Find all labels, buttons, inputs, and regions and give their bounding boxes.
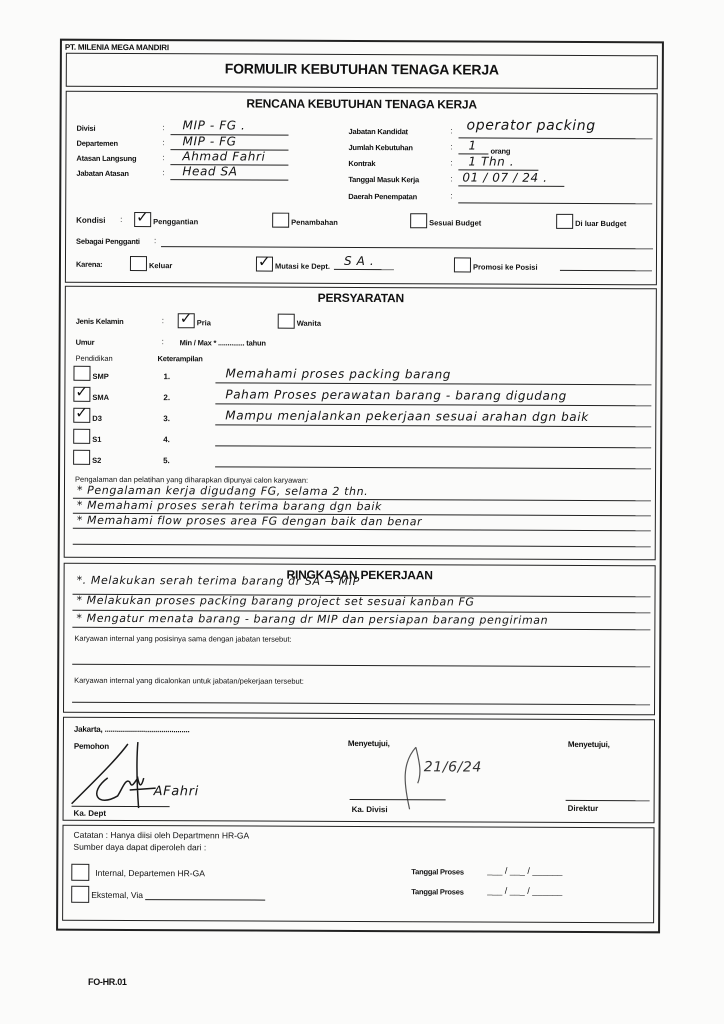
tanggal-proses-label: Tanggal Proses (411, 887, 464, 897)
pengalaman-line (73, 528, 651, 532)
jumlah-kebutuhan-field[interactable]: 1 (468, 138, 477, 153)
penambahan-checkbox[interactable] (272, 213, 289, 228)
di-luar-budget-checkbox[interactable] (556, 214, 573, 229)
promosi-line[interactable] (560, 270, 652, 271)
sumber-text: Sumber daya dapat diperoleh dari : (73, 841, 207, 853)
sma-checkbox[interactable] (73, 382, 90, 402)
internal-candidate-label: Karyawan internal yang dicalonkan untuk jabatan/pekerjaan tersebut: (74, 675, 304, 686)
departemen-label: Departemen (76, 138, 118, 148)
pendidikan-label: Pendidikan (75, 353, 113, 363)
s1-label: S1 (92, 434, 102, 444)
jabatan-atasan-field[interactable]: Head SA (182, 164, 238, 179)
sebagai-pengganti-line[interactable] (161, 246, 653, 249)
persyaratan-heading: PERSYARATAN (317, 290, 404, 306)
pria-label: Pria (196, 318, 211, 328)
check-icon: ✓ (75, 382, 89, 401)
skill-number: 5. (163, 456, 170, 466)
persyaratan-section (64, 286, 657, 561)
colon: : (450, 142, 453, 152)
skill-line (215, 403, 651, 406)
eksternal-via-line[interactable] (145, 899, 265, 901)
mutasi-field[interactable]: S A . (343, 253, 375, 269)
tanggal-masuk-field[interactable]: 01 / 07 / 24 . (462, 170, 548, 185)
keluar-checkbox[interactable] (130, 256, 147, 271)
catatan-text: Catatan : Hanya diisi oleh Departmenn HR-GA (73, 829, 250, 841)
colon: : (450, 126, 453, 136)
umur-range[interactable]: Min / Max * .............. tahun (179, 338, 266, 348)
s2-label: S2 (92, 455, 102, 465)
colon: : (450, 174, 453, 184)
title-box (66, 53, 658, 90)
s2-checkbox[interactable] (73, 450, 90, 465)
internal-checkbox[interactable] (71, 864, 89, 881)
sma-label: SMA (92, 392, 110, 402)
eksternal-checkbox[interactable] (71, 886, 89, 903)
internal-candidate-line[interactable] (72, 702, 650, 706)
colon: : (162, 168, 165, 178)
tanggal-proses-2[interactable]: ___ / ___ / ______ (487, 885, 563, 896)
tanggal-masuk-line (458, 185, 564, 186)
penggantian-label: Penggantian (153, 217, 199, 227)
divisi-signature (398, 743, 428, 815)
rencana-heading: RENCANA KEBUTUHAN TENAGA KERJA (246, 96, 477, 112)
ka-divisi-line (350, 799, 446, 800)
pengalaman-2[interactable]: * Memahami proses serah terima barang dgn baik (76, 498, 383, 514)
colon: : (120, 214, 123, 224)
internal-label: Internal, Departemen HR-GA (95, 867, 205, 879)
mutasi-checkbox[interactable] (256, 252, 273, 272)
ka-divisi-label: Ka. Divisi (351, 804, 388, 815)
divisi-sign-date: 21/6/24 (423, 759, 482, 776)
skill-line[interactable] (215, 445, 651, 448)
company-name: PT. MILENIA MEGA MANDIRI (64, 42, 169, 53)
tanggal-masuk-label: Tanggal Masuk Kerja (348, 174, 420, 185)
direktur-line (566, 800, 650, 801)
colon: : (450, 191, 453, 201)
mutasi-line (334, 269, 394, 270)
check-icon: ✓ (75, 403, 88, 422)
divisi-label: Divisi (76, 123, 96, 133)
jumlah-kebutuhan-label: Jumlah Kebutuhan (348, 142, 413, 153)
skill-number: 1. (163, 372, 171, 382)
karena-label: Karena: (75, 259, 103, 269)
di-luar-budget-label: Di luar Budget (575, 218, 627, 229)
skill-line (215, 382, 651, 385)
sesuai-budget-label: Sesuai Budget (429, 218, 482, 228)
approval-section (63, 717, 655, 824)
atasan-langsung-field[interactable]: Ahmad Fahri (182, 149, 266, 164)
divisi-field[interactable]: MIP - FG . (182, 118, 246, 133)
smp-label: SMP (92, 371, 109, 381)
skill-number: 3. (163, 414, 170, 424)
menyetujui-1: Menyetujui, (347, 738, 390, 749)
ringkasan-3[interactable]: * Mengatur menata barang - barang dr MIP dan persiapan barang pengiriman (76, 611, 549, 627)
ringkasan-section (63, 563, 656, 716)
penambahan-label: Penambahan (291, 217, 338, 227)
rencana-section (65, 91, 658, 286)
jabatan-kandidat-label: Jabatan Kandidat (348, 126, 408, 137)
check-icon: ✓ (136, 208, 149, 227)
hr-note-section (62, 825, 654, 924)
colon: : (162, 123, 165, 133)
skill-line (215, 424, 651, 427)
colon: : (162, 153, 165, 163)
departemen-field[interactable]: MIP - FG (182, 134, 237, 149)
form-code: FO-HR.01 (88, 977, 127, 987)
d3-checkbox[interactable] (73, 403, 90, 423)
skill-line[interactable] (215, 466, 651, 469)
kondisi-label: Kondisi (76, 215, 106, 225)
kontrak-label: Kontrak (348, 158, 376, 169)
form-title: FORMULIR KEBUTUHAN TENAGA KERJA (224, 60, 499, 78)
sesuai-budget-checkbox[interactable] (410, 213, 427, 228)
colon: : (154, 236, 157, 246)
umur-label: Umur (75, 337, 95, 347)
direktur-label: Direktur (567, 803, 599, 814)
colon: : (161, 337, 164, 347)
ka-dept-label: Ka. Dept (73, 808, 107, 818)
promosi-checkbox[interactable] (454, 257, 471, 272)
colon: : (162, 138, 165, 148)
pria-checkbox[interactable] (178, 309, 195, 328)
pengalaman-1[interactable]: * Pengalaman kerja digudang FG, selama 2 thn. (76, 483, 369, 499)
sebagai-pengganti-label: Sebagai Pengganti (76, 236, 140, 247)
ringkasan-line (72, 627, 650, 631)
pengalaman-line[interactable] (73, 544, 651, 548)
smp-checkbox[interactable] (73, 366, 90, 381)
internal-same-line[interactable] (72, 664, 650, 668)
ringkasan-1[interactable]: *. Melakukan serah terima barang dr SA → MIP (76, 573, 360, 589)
wanita-checkbox[interactable] (278, 314, 295, 329)
pengalaman-label: Pengalaman dan pelatihan yang diharapkan dipunyai calon karyawan: (75, 474, 309, 485)
eksternal-label: Ekstemal, Via (91, 889, 144, 901)
jabatan-atasan-label: Jabatan Atasan (76, 168, 129, 178)
jabatan-atasan-line (170, 179, 288, 181)
keterampilan-label: Keterampilan (157, 354, 203, 364)
check-icon: ✓ (257, 252, 271, 271)
keluar-label: Keluar (148, 261, 173, 271)
skill-2[interactable]: Paham Proses perawatan barang - barang digudang (225, 387, 567, 403)
jabatan-kandidat-line (459, 137, 653, 139)
jenis-kelamin-label: Jenis Kelamin (75, 316, 124, 326)
skill-3[interactable]: Mampu menjalankan pekerjaan sesuai arahan dgn baik (225, 408, 589, 424)
daerah-penempatan-line (458, 202, 652, 204)
s1-checkbox[interactable] (73, 429, 90, 444)
penggantian-checkbox[interactable] (134, 208, 151, 227)
internal-same-label: Karyawan internal yang posisinya sama dengan jabatan tersebut: (74, 633, 292, 644)
check-icon: ✓ (179, 309, 193, 328)
wanita-label: Wanita (296, 318, 322, 328)
form-sheet (56, 39, 664, 934)
kontrak-field[interactable]: 1 Thn . (468, 154, 515, 169)
place-date[interactable]: Jakarta, .......................................... (73, 724, 190, 735)
pengalaman-3[interactable]: * Memahami flow proses area FG dengan baik dan benar (76, 513, 423, 529)
ringkasan-heading: RINGKASAN PEKERJAAN (286, 567, 433, 583)
jabatan-kandidat-field[interactable]: operator packing (466, 117, 596, 135)
colon: : (450, 158, 453, 168)
colon: : (161, 316, 164, 326)
pemohon-name: AFahri (153, 784, 199, 800)
orang-label: orang (490, 146, 511, 156)
mutasi-label: Mutasi ke Dept. (274, 261, 330, 271)
d3-label: D3 (92, 413, 102, 423)
atasan-langsung-label: Atasan Langsung (76, 153, 137, 164)
promosi-label: Promosi ke Posisi (472, 262, 538, 272)
tanggal-proses-1[interactable]: ___ / ___ / ______ (487, 865, 563, 876)
ringkasan-2[interactable]: * Melakukan proses packing barang project set sesuai kanban FG (76, 593, 475, 609)
pemohon-label: Pemohon (73, 741, 109, 751)
tanggal-proses-label: Tanggal Proses (411, 867, 464, 877)
skill-number: 2. (163, 393, 171, 403)
daerah-penempatan-label: Daerah Penempatan (348, 191, 418, 202)
skill-number: 4. (163, 435, 170, 445)
menyetujui-2: Menyetujui, (567, 739, 610, 750)
skill-1[interactable]: Memahami proses packing barang (225, 366, 452, 382)
